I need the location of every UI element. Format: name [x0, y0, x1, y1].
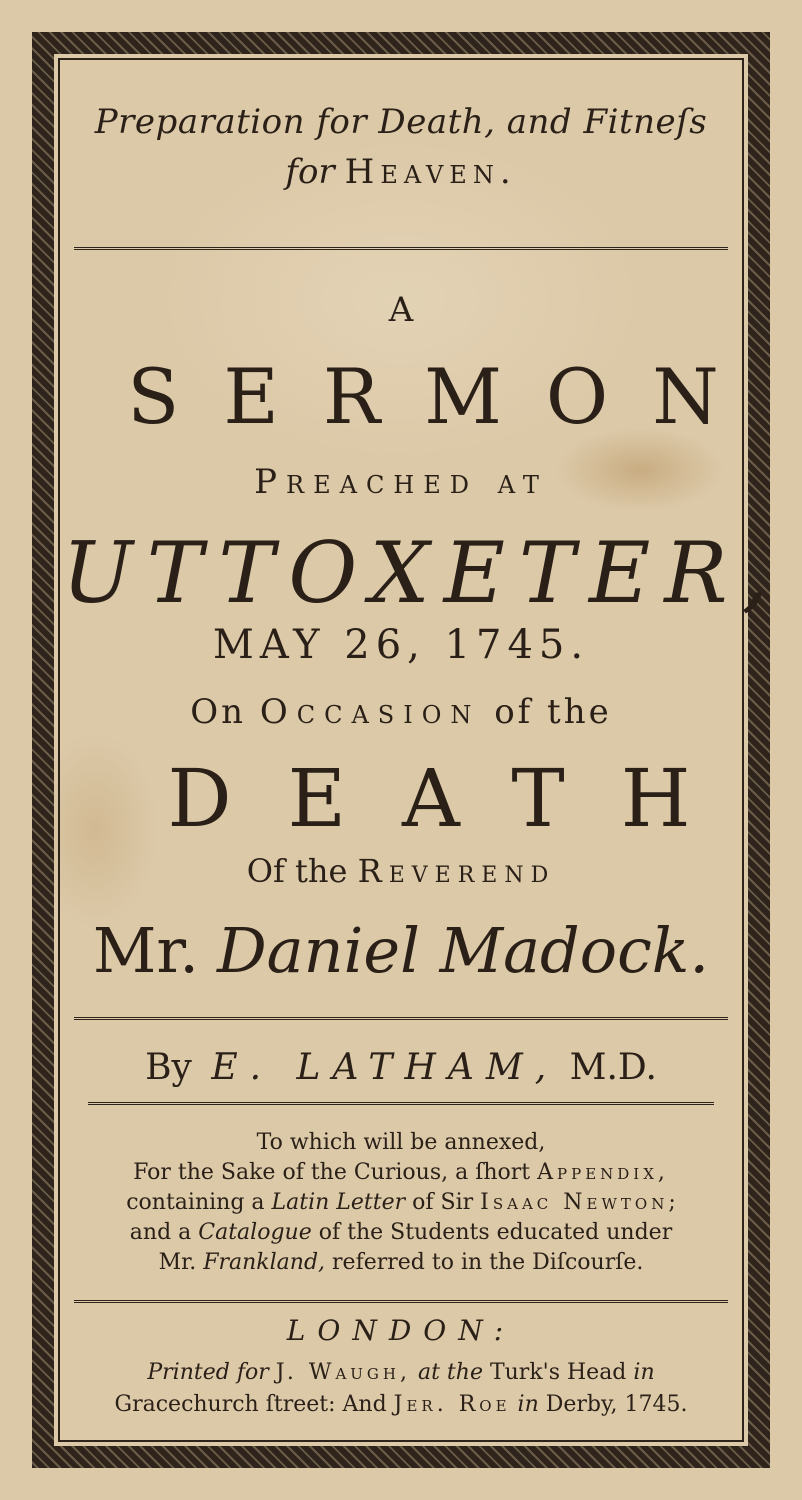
title-heaven: Heaven. — [344, 152, 517, 192]
sermon-heading: SERMON — [127, 352, 763, 441]
imprint-p7: Jer. Roe — [393, 1392, 511, 1417]
reverend-line — [62, 852, 740, 890]
imprint-line-2 — [62, 1392, 740, 1417]
divider-rule — [74, 1300, 728, 1303]
annex-l3d: Isaac Newton — [480, 1190, 669, 1215]
imprint-p3: at the — [417, 1360, 483, 1385]
page-content — [62, 62, 783, 1438]
occasion-of: of the — [494, 692, 612, 732]
title-line-2 — [62, 152, 740, 192]
annex-l2a: For the Sake of the Curious, a ſhort — [133, 1160, 531, 1185]
annex-line-5 — [62, 1250, 740, 1275]
author-degree: M.D. — [569, 1047, 657, 1088]
subject-mr: Mr. — [92, 914, 199, 987]
title-for: for — [285, 152, 335, 192]
divider-rule — [74, 1017, 728, 1020]
sermon-date: MAY 26, 1745. — [212, 622, 590, 668]
reverend-word: Reverend — [357, 852, 556, 890]
place-heading: UTTOXETER, — [62, 524, 783, 622]
occasion-word: Occasion — [259, 692, 481, 732]
subject-name-text: Daniel Madock. — [216, 914, 710, 987]
author-name: E. LATHAM, — [211, 1047, 559, 1088]
author-line — [62, 1047, 740, 1088]
annex-l5c: referred to in the Diſcourſe. — [332, 1250, 644, 1275]
annex-l4b: Catalogue — [198, 1220, 312, 1245]
annex-line-1: To which will be annexed, — [256, 1130, 546, 1155]
occasion-line — [62, 692, 740, 732]
imprint-p5: in — [633, 1360, 655, 1385]
annex-l4a: and a — [129, 1220, 192, 1245]
subject-name — [62, 914, 740, 987]
imprint-city: LONDON: — [286, 1314, 516, 1347]
annex-l3a: containing a — [126, 1190, 265, 1215]
title-line-1: Preparation for Death, and Fitneſs — [94, 102, 708, 142]
annex-l3c: of Sir — [412, 1190, 474, 1215]
imprint-p6: Gracechurch ſtreet: And — [114, 1392, 387, 1417]
annex-l3b: Latin Letter — [271, 1190, 406, 1215]
annex-l4c: of the Students educated under — [318, 1220, 673, 1245]
preached-at: Preached at — [254, 462, 548, 502]
imprint-p9: Derby, 1745. — [545, 1392, 688, 1417]
imprint-p1: Printed for — [147, 1360, 269, 1385]
annex-line-2 — [62, 1160, 740, 1185]
author-by: By — [145, 1047, 192, 1088]
of-the: Of the — [246, 852, 348, 890]
imprint-line-1 — [62, 1360, 740, 1385]
occasion-on: On — [190, 692, 247, 732]
imprint-p4: Turk's Head — [489, 1360, 627, 1385]
imprint-p8: in — [517, 1392, 539, 1417]
imprint-p2: J. Waugh, — [275, 1360, 411, 1385]
article-a: A — [388, 290, 414, 330]
annex-l2b: Appendix, — [537, 1160, 669, 1185]
annex-line-4 — [62, 1220, 740, 1245]
divider-rule — [88, 1102, 714, 1105]
annex-line-3 — [62, 1190, 740, 1215]
annex-l5a: Mr. — [158, 1250, 197, 1275]
death-heading: DEATH — [167, 752, 747, 845]
annex-l3e: ; — [668, 1190, 676, 1215]
annex-l5b: Frankland, — [203, 1250, 326, 1275]
divider-rule — [74, 247, 728, 250]
